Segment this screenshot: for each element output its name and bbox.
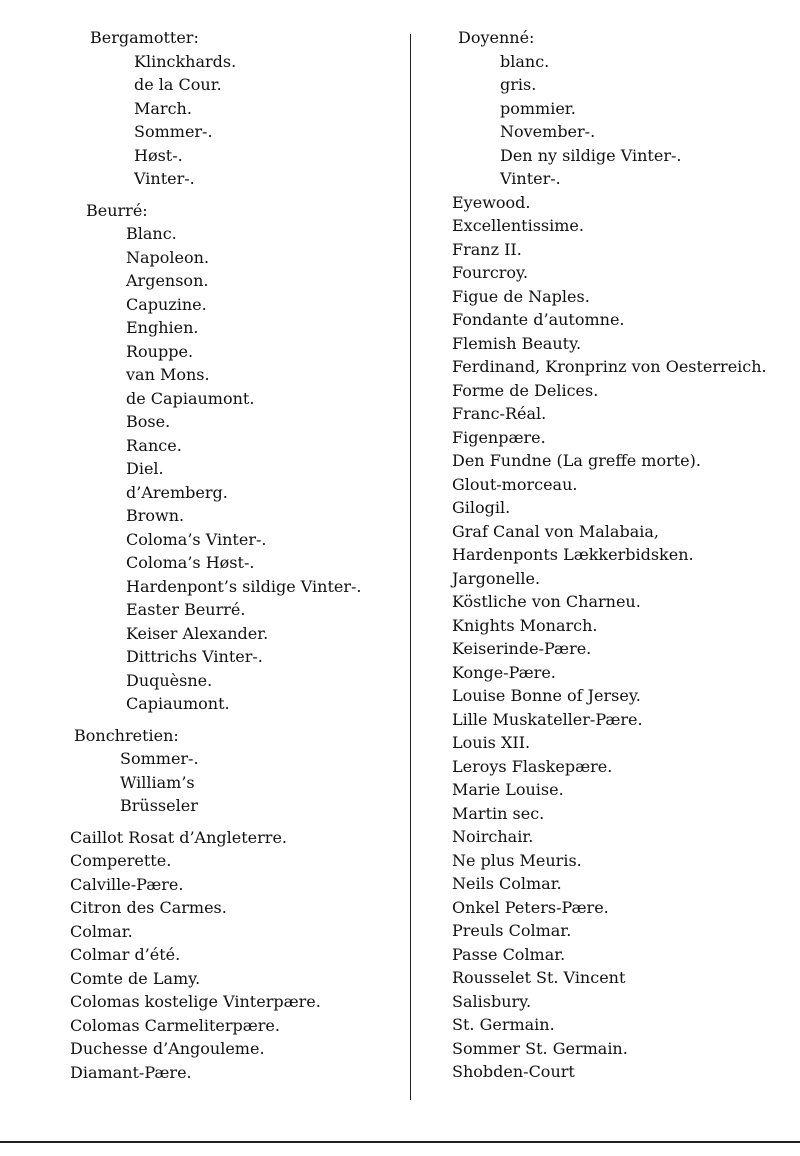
list-item: Colomas kostelige Vinterpære. xyxy=(70,992,321,1011)
list-item: St. Germain. xyxy=(452,1015,555,1034)
list-item: Keiser Alexander. xyxy=(126,623,269,643)
list-item: Coloma’s Høst-. xyxy=(126,553,255,572)
list-item: Keiserinde-Pære. xyxy=(452,639,592,658)
list-item: Klinckhards. xyxy=(134,51,237,71)
list-item: Glout-morceau. xyxy=(452,474,578,494)
list-item: Citron des Carmes. xyxy=(70,898,227,917)
list-item: Den ny sildige Vinter-. xyxy=(500,145,682,165)
list-item: blanc. xyxy=(500,51,550,71)
list-item: Easter Beurré. xyxy=(126,600,246,619)
list-item: Napoleon. xyxy=(126,247,210,267)
list-left-entries xyxy=(62,826,402,1085)
list-bonchretien xyxy=(62,747,402,818)
list-item: Vinter-. xyxy=(134,169,195,188)
right-column xyxy=(430,26,796,1084)
list-item: Blanc. xyxy=(126,224,177,243)
list-item: Dittrichs Vinter-. xyxy=(126,647,263,666)
list-item: Den Fundne (La greffe morte). xyxy=(452,451,701,470)
list-item: Caillot Rosat d’Angleterre. xyxy=(70,827,287,847)
list-item: Ne plus Meuris. xyxy=(452,850,582,870)
list-item: Colomas Carmeliterpære. xyxy=(70,1015,280,1035)
list-item: Martin sec. xyxy=(452,803,545,823)
page-bottom-rule xyxy=(0,1141,800,1143)
list-item: Preuls Colmar. xyxy=(452,921,572,940)
list-item: Argenson. xyxy=(126,271,209,290)
list-item: Figue de Naples. xyxy=(452,286,590,306)
list-item: de la Cour. xyxy=(134,75,222,94)
list-item: Flemish Beauty. xyxy=(452,333,582,353)
list-item: Coloma’s Vinter-. xyxy=(126,529,267,549)
list-beurre xyxy=(62,222,402,716)
section-heading-beurre: Beurré: xyxy=(86,200,148,220)
list-item: Eyewood. xyxy=(452,192,531,212)
list-item: Ferdinand, Kronprinz von Oesterreich. xyxy=(452,357,767,376)
left-column xyxy=(62,26,402,1084)
list-item: Knights Monarch. xyxy=(452,615,598,635)
list-item: Comperette. xyxy=(70,851,172,870)
list-item: Sommer St. Germain. xyxy=(452,1038,628,1058)
list-item: Neils Colmar. xyxy=(452,874,562,893)
list-item: Capuzine. xyxy=(126,294,207,314)
section-heading-bergamotter: Bergamotter: xyxy=(90,28,199,47)
list-item: Figenpære. xyxy=(452,427,546,447)
list-item: Köstliche von Charneu. xyxy=(452,592,641,611)
list-item: Capiaumont. xyxy=(126,694,230,713)
list-item: Sommer-. xyxy=(134,122,213,141)
list-item: Salisbury. xyxy=(452,991,532,1011)
list-item: d’Aremberg. xyxy=(126,482,228,502)
list-item: Onkel Peters-Pære. xyxy=(452,897,609,917)
list-item: Louise Bonne of Jersey. xyxy=(452,686,641,705)
list-item: March. xyxy=(134,98,192,118)
list-item: Passe Colmar. xyxy=(452,944,566,964)
list-item: van Mons. xyxy=(126,365,210,384)
list-item: Rouppe. xyxy=(126,341,194,361)
list-item: Colmar d’été. xyxy=(70,945,181,964)
list-item: Fourcroy. xyxy=(452,263,529,282)
list-item: Calville-Pære. xyxy=(70,874,184,894)
list-item: Diamant-Pære. xyxy=(70,1062,192,1082)
list-item: Lille Muskateller-Pære. xyxy=(452,709,643,729)
list-item: Brown. xyxy=(126,506,185,525)
list-item: Franc-Réal. xyxy=(452,404,547,423)
list-right-entries xyxy=(430,191,796,1084)
list-item: gris. xyxy=(500,75,537,94)
list-doyenne xyxy=(430,50,796,191)
list-item: Franz II. xyxy=(452,239,522,259)
list-item: William’s xyxy=(120,772,195,792)
list-item: Fondante d’automne. xyxy=(452,310,625,329)
list-item: Hardenpont’s sildige Vinter-. xyxy=(126,576,362,596)
list-item: Marie Louise. xyxy=(452,780,564,799)
list-item: Høst-. xyxy=(134,145,183,165)
section-heading-doyenne: Doyenné: xyxy=(458,28,535,47)
list-item: Vinter-. xyxy=(500,169,561,188)
list-item: pommier. xyxy=(500,98,576,118)
list-item: Konge-Pære. xyxy=(452,662,556,682)
list-item: Shobden-Court xyxy=(452,1062,575,1081)
list-item: Noirchair. xyxy=(452,827,534,846)
list-item: November-. xyxy=(500,122,596,141)
section-heading-bonchretien: Bonchretien: xyxy=(74,725,179,745)
list-item: Rance. xyxy=(126,435,182,455)
list-item: Colmar. xyxy=(70,921,133,941)
list-item: Hardenponts Lækkerbidsken. xyxy=(452,545,694,564)
list-item: Duquèsne. xyxy=(126,670,213,690)
list-bergamotter xyxy=(62,50,402,191)
list-item: Sommer-. xyxy=(120,749,199,768)
list-item: Louis XII. xyxy=(452,733,531,752)
list-item: de Capiaumont. xyxy=(126,388,255,408)
list-item: Graf Canal von Malabaia, xyxy=(452,521,659,541)
list-item: Jargonelle. xyxy=(452,568,541,588)
list-item: Enghien. xyxy=(126,318,199,337)
list-item: Excellentissime. xyxy=(452,216,584,235)
list-item: Bose. xyxy=(126,412,171,431)
list-item: Brüsseler xyxy=(120,796,198,815)
column-divider xyxy=(410,34,411,1100)
list-item: Gilogil. xyxy=(452,498,511,517)
list-item: Duchesse d’Angouleme. xyxy=(70,1039,265,1058)
list-item: Rousselet St. Vincent xyxy=(452,968,626,987)
list-item: Diel. xyxy=(126,459,164,478)
list-item: Leroys Flaskepære. xyxy=(452,756,613,776)
list-item: Comte de Lamy. xyxy=(70,968,201,988)
list-item: Forme de Delices. xyxy=(452,380,599,400)
